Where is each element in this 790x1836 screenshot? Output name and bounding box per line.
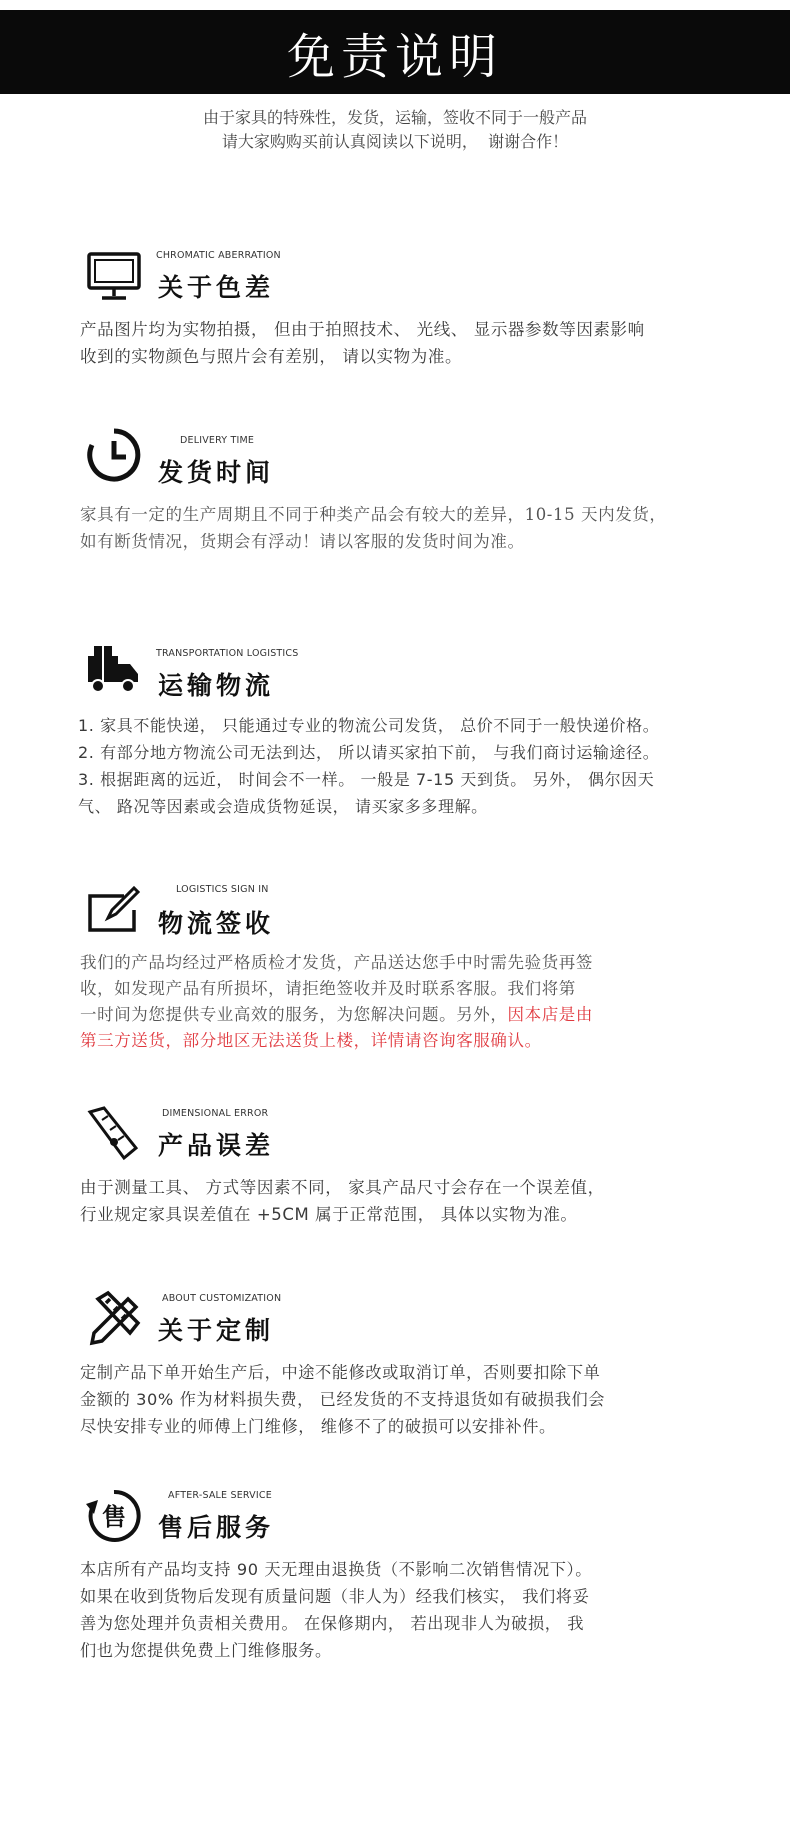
- section-en-title: ABOUT CUSTOMIZATION: [162, 1293, 282, 1304]
- section-cn-title: 产品误差: [158, 1131, 275, 1160]
- body-line: 我们的产品均经过严格质检才发货，产品送达您手中时需先验货再签: [80, 953, 593, 972]
- body-line: 由于测量工具、 方式等因素不同， 家具产品尺寸会存在一个误差值，: [80, 1178, 605, 1197]
- after-sale-icon: [84, 1486, 144, 1546]
- body-line: 如果在收到货物后发现有质量问题（非人为）经我们核实， 我们将妥: [80, 1587, 590, 1606]
- section-body: [80, 1359, 720, 1440]
- body-line: 金额的 30% 作为材料损失费， 已经发货的不支持退货如有破损我们会: [80, 1390, 606, 1409]
- sign-icon: [84, 882, 144, 942]
- section-body: [80, 1556, 720, 1664]
- section-en-title: CHROMATIC ABERRATION: [156, 250, 281, 261]
- section-en-title: DIMENSIONAL ERROR: [162, 1108, 269, 1119]
- page-title: 免责说明: [286, 28, 503, 85]
- body-line: 气、 路况等因素或会造成货物延误， 请买家多多理解。: [78, 797, 488, 816]
- section-body: [78, 712, 728, 820]
- body-line: 如有断货情况，货期会有浮动！请以客服的发货时间为准。: [80, 532, 525, 551]
- body-line: 家具有一定的生产周期且不同于种类产品会有较大的差异，10-15 天内发货，: [80, 505, 667, 524]
- intro-line: 请大家购购买前认真阅读以下说明， 谢谢合作！: [221, 132, 569, 151]
- pencil-ruler-icon: [84, 1289, 144, 1349]
- monitor-icon: [84, 246, 144, 306]
- section-cn-title: 关于色差: [158, 273, 275, 302]
- truck-icon: [84, 642, 144, 702]
- ruler-icon: [84, 1104, 144, 1164]
- section-en-title: LOGISTICS SIGN IN: [176, 884, 269, 895]
- section-body: [80, 1174, 720, 1228]
- clock-icon: [84, 425, 144, 485]
- after-sale-icon-char: 售: [102, 1503, 126, 1531]
- section-cn-title: 发货时间: [158, 458, 275, 487]
- intro-text: [0, 106, 790, 154]
- body-line: 产品图片均为实物拍摄， 但由于拍照技术、 光线、 显示器参数等因素影响: [80, 320, 645, 339]
- body-line: 们也为您提供免费上门维修服务。: [80, 1641, 332, 1660]
- body-line: 定制产品下单开始生产后，中途不能修改或取消订单，否则要扣除下单: [80, 1363, 601, 1382]
- body-line: 本店所有产品均支持 90 天无理由退换货（不影响二次销售情况下）。: [80, 1560, 593, 1579]
- section-body: [80, 501, 720, 555]
- section-cn-title: 物流签收: [158, 909, 275, 938]
- body-line: 行业规定家具误差值在 +5CM 属于正常范围， 具体以实物为准。: [80, 1205, 578, 1224]
- notice-line: 第三方送货，部分地区无法送货上楼，详情请咨询客服确认。: [80, 1031, 542, 1050]
- section-en-title: AFTER-SALE SERVICE: [168, 1490, 272, 1501]
- body-line: 2. 有部分地方物流公司无法到达， 所以请买家拍下前， 与我们商讨运输途径。: [78, 743, 660, 762]
- body-line: 收，如发现产品有所损坏，请拒绝签收并及时联系客服。我们将第: [80, 979, 576, 998]
- body-line: [80, 1002, 720, 1028]
- body-line: 3. 根据距离的远近， 时间会不一样。 一般是 7-15 天到货。 另外， 偶尔因天: [78, 770, 655, 789]
- header-bar: [0, 10, 790, 94]
- section-cn-title: 售后服务: [158, 1513, 275, 1542]
- body-line: 收到的实物颜色与照片会有差别， 请以实物为准。: [80, 347, 463, 366]
- section-body: [80, 316, 720, 370]
- body-line: 善为您处理并负责相关费用。 在保修期内， 若出现非人为破损， 我: [80, 1614, 585, 1633]
- section-cn-title: 关于定制: [158, 1316, 275, 1345]
- body-text: 一时间为您提供专业高效的服务，为您解决问题。另外，: [80, 1005, 508, 1024]
- notice-text: 因本店是由: [507, 1005, 593, 1024]
- intro-line: 由于家具的特殊性，发货，运输，签收不同于一般产品: [202, 108, 587, 127]
- section-en-title: TRANSPORTATION LOGISTICS: [156, 648, 299, 659]
- section-body: [80, 950, 720, 1054]
- body-line: 1. 家具不能快递， 只能通过专业的物流公司发货， 总价不同于一般快递价格。: [78, 716, 660, 735]
- body-line: 尽快安排专业的师傅上门维修， 维修不了的破损可以安排补件。: [80, 1417, 556, 1436]
- section-en-title: DELIVERY TIME: [180, 435, 255, 446]
- section-cn-title: 运输物流: [158, 671, 275, 700]
